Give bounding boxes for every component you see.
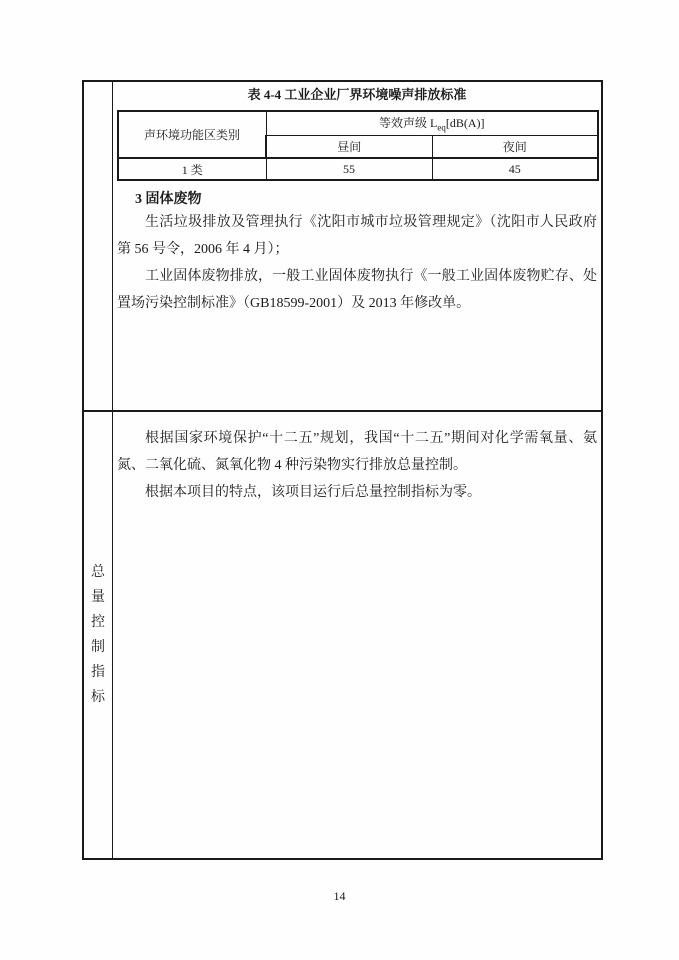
total-control-paragraph-2: 根据本项目的特点，该项目运行后总量控制指标为零。 bbox=[145, 485, 481, 500]
noise-col-leq-header bbox=[266, 111, 598, 135]
total-control-section bbox=[113, 412, 601, 858]
leq-label-suffix: [dB(A)] bbox=[445, 116, 485, 131]
noise-table-title: 表 4-4 工业企业厂界环境噪声排放标准 bbox=[247, 87, 467, 102]
top-row-side-cell bbox=[84, 82, 113, 412]
noise-standards-table bbox=[117, 110, 599, 181]
noise-col-day-header: 昼间 bbox=[266, 135, 432, 158]
noise-row-category: 1 类 bbox=[118, 158, 266, 180]
solid-waste-heading: 3 固体废物 bbox=[135, 192, 202, 207]
page-number: 14 bbox=[333, 889, 346, 903]
solid-waste-paragraph-2: 工业固体废物排放，一般工业固体废物执行《一般工业固体废物贮存、处置场污染控制标准》（GB18599-2001）及 2013 年修改单。 bbox=[117, 269, 597, 311]
solid-waste-paragraph-1: 生活垃圾排放及管理执行《沈阳市城市垃圾管理规定》（沈阳市人民政府第 56 号令，2006 年 4 月）； bbox=[117, 215, 597, 257]
leq-label-prefix: 等效声级 L bbox=[379, 116, 438, 131]
total-control-paragraph-1: 根据国家环境保护“十二五”规划，我国“十二五”期间对化学需氧量、氨氮、二氧化硫、氮氧化物 4 种污染物实行排放总量控制。 bbox=[117, 431, 597, 473]
noise-col-night-header: 夜间 bbox=[432, 135, 598, 158]
standards-section bbox=[113, 82, 601, 412]
total-control-label-cell bbox=[84, 412, 113, 858]
noise-row-night-value: 45 bbox=[432, 158, 598, 180]
leq-label-subscript: eq bbox=[437, 122, 446, 133]
report-form-table bbox=[82, 80, 603, 860]
total-control-row-label: 总量控制指标 bbox=[91, 565, 105, 705]
table-row bbox=[118, 158, 598, 180]
noise-col-category-header: 声环境功能区类别 bbox=[118, 111, 266, 158]
noise-row-day-value: 55 bbox=[266, 158, 432, 180]
